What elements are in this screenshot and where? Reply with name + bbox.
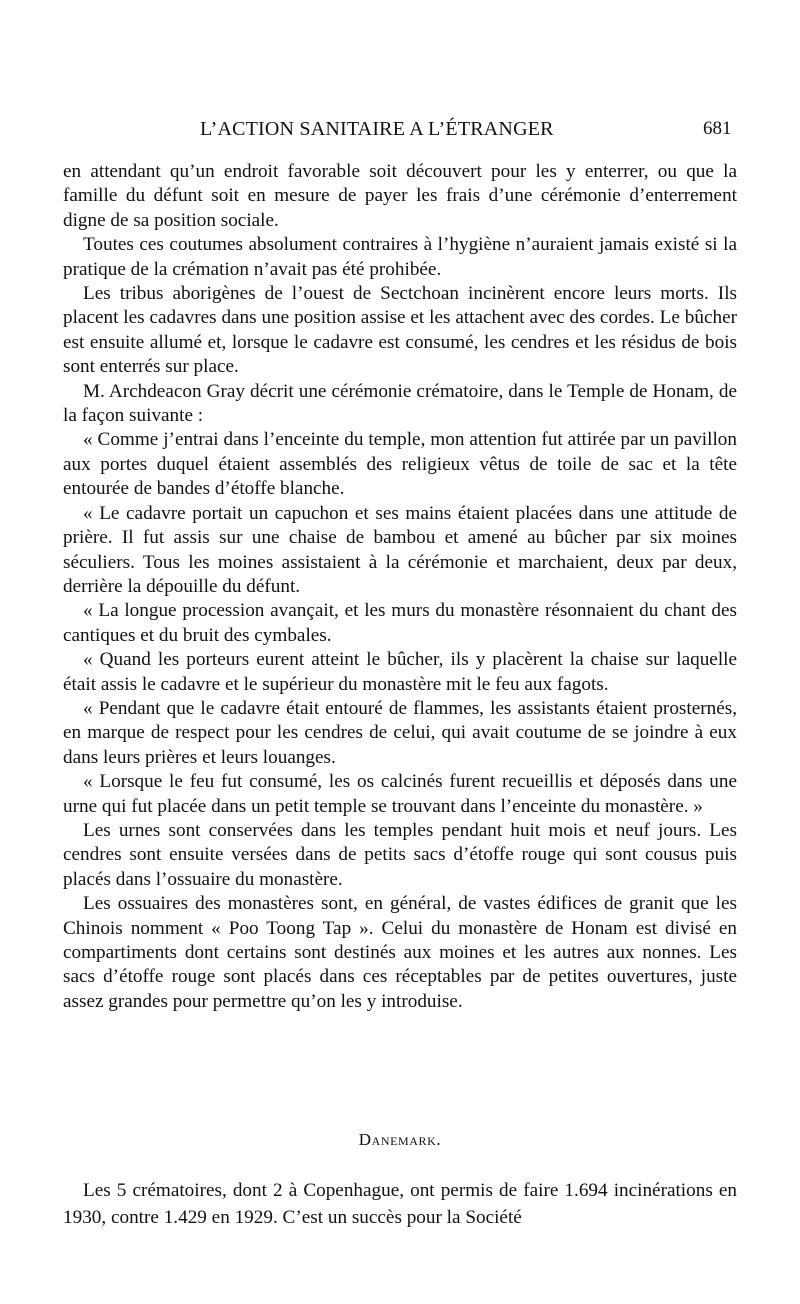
paragraph: Les 5 crématoires, dont 2 à Copenhague, ont permis de faire 1.694 incinérations en 1930, contre 1.429 en 1929. C’est un succès pour la Société <box>63 1180 737 1228</box>
quote-paragraph: « Pendant que le cadavre était entouré de flammes, les assistants étaient prosternés, en marque de respect pour les cendres de celui, qui avait coutume de se joindre à eux dans leurs prières et leurs louanges. <box>63 697 737 768</box>
body-text <box>63 160 737 1014</box>
quote-paragraph: « Comme j’entrai dans l’enceinte du temple, mon attention fut attirée par un pavillon aux portes duquel étaient assemblés des religieux vêtus de toile de sac et la tête entourée de bandes d’étoffe blanche. <box>63 429 737 500</box>
quote-paragraph: « Lorsque le feu fut consumé, les os calcinés furent recueillis et déposés dans une urne qui fut placée dans un petit temple se trouvant dans l’enceinte du monastère. » <box>63 771 737 817</box>
quote-paragraph: « La longue procession avançait, et les murs du monastère résonnaient du chant des cantiques et du bruit des cymbales. <box>63 600 737 646</box>
section-text <box>63 1177 737 1231</box>
section-heading: Danemark. <box>358 1130 442 1149</box>
paragraph: Toutes ces coutumes absolument contraires à l’hygiène n’auraient jamais existé si la pratique de la crémation n’avait pas été prohibée. <box>63 234 737 280</box>
running-head: L’ACTION SANITAIRE A L’ÉTRANGER <box>200 118 554 140</box>
paragraph: M. Archdeacon Gray décrit une cérémonie crématoire, dans le Temple de Honam, de la façon suivante : <box>63 380 737 427</box>
paragraph: Les tribus aborigènes de l’ouest de Sectchoan incinèrent encore leurs morts. Ils placent les cadavres dans une position assise et les attachent avec des cordes. Le bûcher est ensuite allumé et, lorsque le cadavre est consumé, les cendres et les résidus de bois sont enterrés sur place. <box>63 283 737 378</box>
quote-paragraph: « Le cadavre portait un capuchon et ses mains étaient placées dans une attitude de prière. Il fut assis sur une chaise de bambou et amené au bûcher par six moines séculiers. Tous les moines assistaient à la cérémonie et marchaient, deux par deux, derrière la dépouille du défunt. <box>63 502 737 597</box>
paragraph: Les ossuaires des monastères sont, en général, de vastes édifices de granit que les Chinois nomment « Poo Toong Tap ». Celui du monastère de Honam est divisé en compartiments dont certains sont destinés aux moines et les autres aux nonnes. Les sacs d’étoffe rouge sont placés dans ces réceptables par de petites ouvertures, juste assez grandes pour permettre qu’on les y introduise. <box>63 893 737 1012</box>
quote-paragraph: « Quand les porteurs eurent atteint le bûcher, ils y placèrent la chaise sur laquelle était assis le cadavre et le supérieur du monastère mit le feu aux fagots. <box>63 649 737 695</box>
paragraph: Les urnes sont conservées dans les temples pendant huit mois et neuf jours. Les cendres sont ensuite versées dans de petits sacs d’étoffe rouge qui sont cousus puis placés dans l’ossuaire du monastère. <box>63 819 737 890</box>
page-number: 681 <box>703 118 732 139</box>
paragraph: en attendant qu’un endroit favorable soit découvert pour les y enterrer, ou que la famille du défunt soit en mesure de payer les frais d’une cérémonie d’enterrement digne de sa position sociale. <box>63 161 737 231</box>
